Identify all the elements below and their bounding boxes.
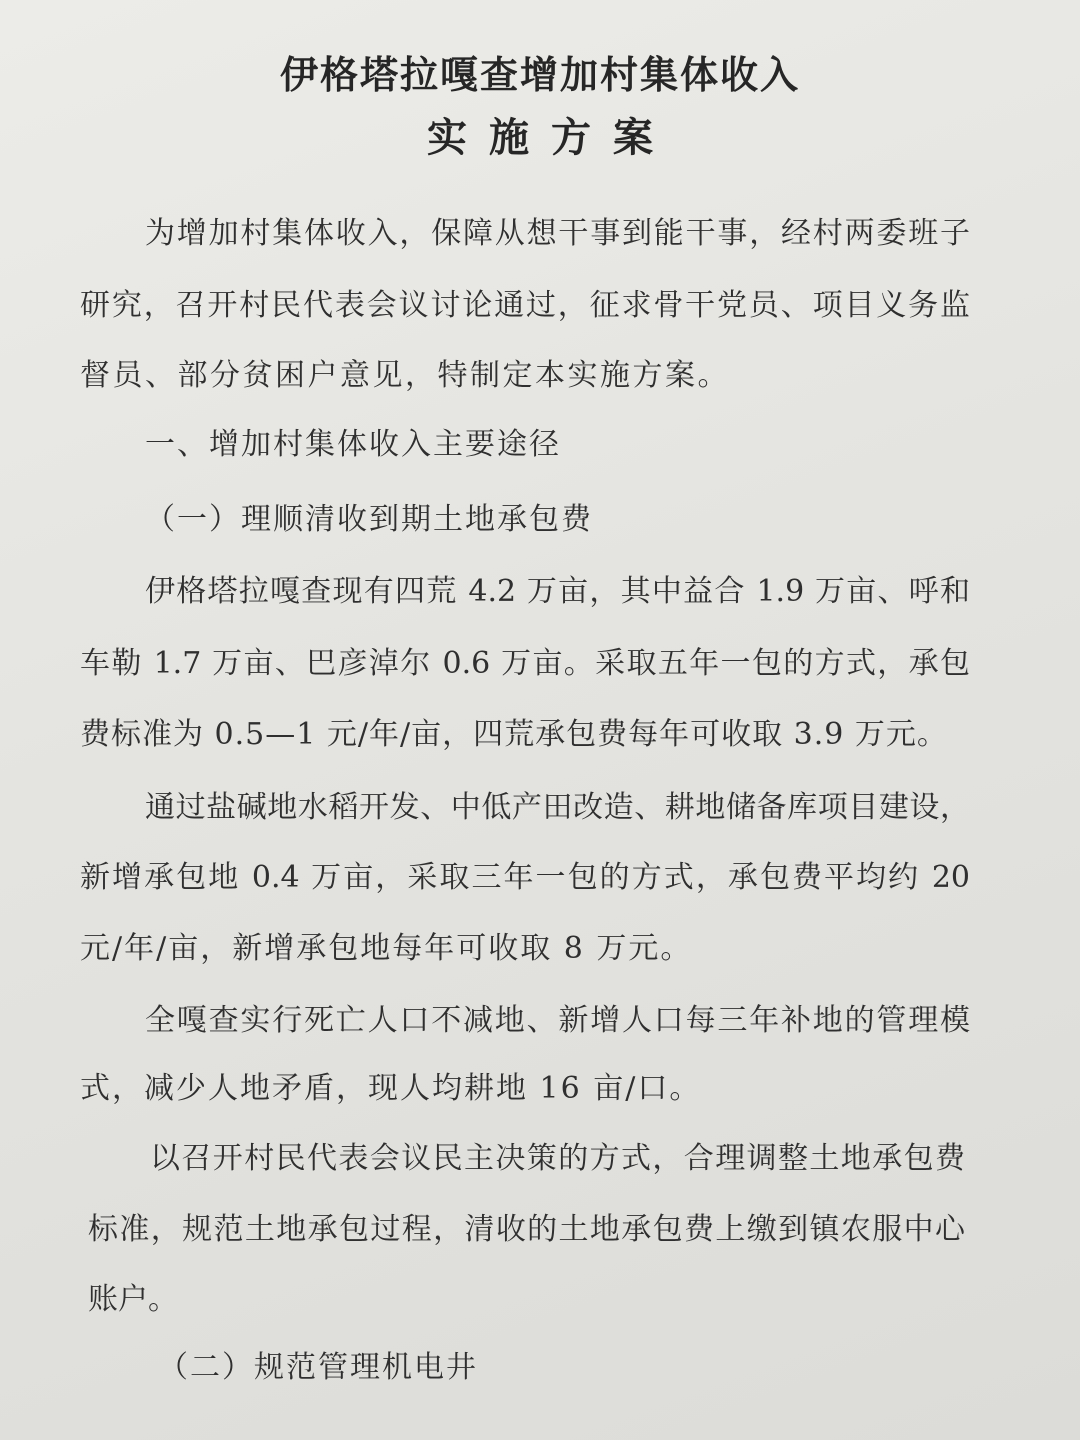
para1-line-2: 车勒 1.7 万亩、巴彦淖尔 0.6 万亩。采取五年一包的方式，承包 [80, 646, 970, 681]
intro-line-1: 为增加村集体收入，保障从想干事到能干事，经村两委班子 [145, 216, 970, 251]
document-title: 伊格塔拉嘎查增加村集体收入 [279, 53, 800, 97]
para1-line-1: 伊格塔拉嘎查现有四荒 4.2 万亩，其中益合 1.9 万亩、呼和 [145, 574, 970, 609]
para2-line-2: 新增承包地 0.4 万亩，采取三年一包的方式，承包费平均约 20 [80, 860, 970, 895]
para3-line-1: 全嘎查实行死亡人口不减地、新增人口每三年补地的管理模 [145, 1003, 970, 1038]
subsection-2-heading: （二）规范管理机电井 [158, 1350, 478, 1385]
para1-line-3: 费标准为 0.5—1 元/年/亩，四荒承包费每年可收取 3.9 万元。 [80, 717, 948, 752]
para4-line-3: 账户。 [88, 1282, 178, 1317]
para4-line-2: 标准，规范土地承包过程，清收的土地承包费上缴到镇农服中心 [88, 1212, 965, 1247]
para3-line-2: 式，减少人地矛盾，现人均耕地 16 亩/口。 [80, 1071, 702, 1106]
document-subtitle: 实施方案 [427, 115, 675, 161]
subsection-1-heading: （一）理顺清收到期土地承包费 [145, 502, 593, 537]
para4-line-1: 以召开村民代表会议民主决策的方式，合理调整土地承包费 [150, 1141, 965, 1176]
para2-line-3: 元/年/亩，新增承包地每年可收取 8 万元。 [80, 931, 693, 966]
para2-line-1: 通过盐碱地水稻开发、中低产田改造、耕地储备库项目建设， [145, 790, 970, 825]
intro-line-3: 督员、部分贫困户意见，特制定本实施方案。 [80, 358, 730, 393]
section-1-heading: 一、增加村集体收入主要途径 [145, 427, 561, 462]
intro-line-2: 研究，召开村民代表会议讨论通过，征求骨干党员、项目义务监 [80, 288, 970, 323]
